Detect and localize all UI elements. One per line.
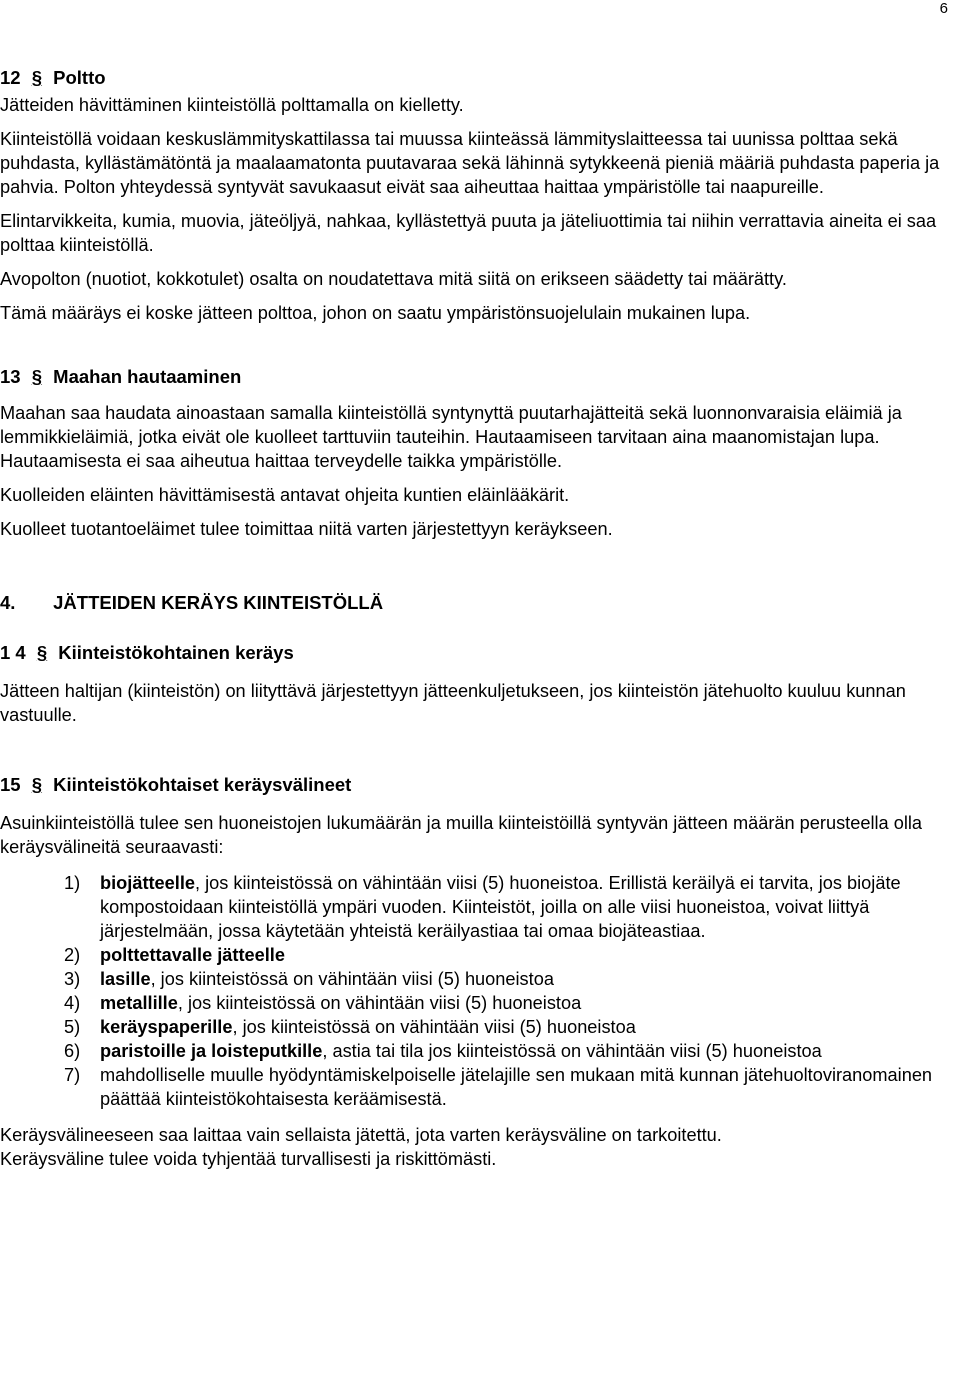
section-symbol: § [31, 774, 43, 795]
list-item [0, 1039, 945, 1063]
page-content [0, 66, 945, 1171]
paragraph: Jätteiden hävittäminen kiinteistöllä polttamalla on kielletty. [0, 95, 464, 115]
list-item-number: 3) [64, 969, 81, 989]
paragraph: Avopolton (nuotiot, kokkotulet) osalta on noudatettava mitä siitä on erikseen säädetty tai määrätty. [0, 269, 787, 289]
section-number: 1 4 [0, 642, 26, 663]
list-item-number: 5) [64, 1017, 81, 1037]
section-heading [0, 773, 945, 797]
section-12 [0, 66, 945, 325]
section-title: Kiinteistökohtaiset keräysvälineet [53, 774, 352, 795]
list-item [0, 943, 945, 967]
list-item-text: mahdolliselle muulle hyödyntämiskelpoiselle jätelajille sen mukaan mitä kunnan jätehuoltoviranomainen päättää kiinteistökohtaisesta keräämisestä. [100, 1065, 933, 1109]
collection-list [0, 871, 945, 1111]
list-item-number: 1) [64, 873, 81, 893]
list-item-text: , astia tai tila jos kiinteistössä on vähintään viisi (5) huoneistoa [322, 1041, 822, 1061]
chapter-title: JÄTTEIDEN KERÄYS KIINTEISTÖLLÄ [53, 592, 384, 613]
section-symbol: § [31, 67, 43, 88]
list-item-text: , jos kiinteistössä on vähintään viisi (5) huoneistoa [177, 993, 582, 1013]
section-number: 13 [0, 366, 21, 387]
section-14 [0, 641, 945, 727]
paragraph: Kiinteistöllä voidaan keskuslämmityskattilassa tai muussa kiinteässä lämmityslaitteessa tai uunissa polttaa sekä puhdasta, kyllästämätöntä ja maalaamatonta puutavaraa sekä lähinnä sytykkeenä pieniä määriä puhdasta paperia ja pahvia. Polton yhteydessä syntyvät savukaasut eivät saa aiheuttaa haittaa ympäristölle tai naapureille. [0, 129, 940, 197]
list-item-bold: biojätteelle [100, 873, 196, 893]
paragraph: Kuolleiden eläinten hävittämisestä antavat ohjeita kuntien eläinlääkärit. [0, 485, 570, 505]
list-item [0, 967, 945, 991]
list-item-bold: keräyspaperille [100, 1017, 233, 1037]
list-item [0, 991, 945, 1015]
section-number: 15 [0, 774, 21, 795]
paragraph: Tämä määräys ei koske jätteen polttoa, johon on saatu ympäristönsuojelulain mukainen lupa. [0, 303, 751, 323]
list-item-bold: polttettavalle jätteelle [100, 945, 285, 965]
section-symbol: § [31, 366, 43, 387]
list-item-bold: paristoille ja loisteputkille [100, 1041, 323, 1061]
list-item-number: 7) [64, 1065, 81, 1085]
paragraph: Jätteen haltijan (kiinteistön) on liityttävä järjestettyyn jätteenkuljetukseen, jos kiinteistön jätehuolto kuuluu kunnan vastuulle. [0, 681, 906, 725]
section-15 [0, 773, 945, 1171]
list-item [0, 1015, 945, 1039]
list-item [0, 1063, 945, 1111]
paragraph: Asuinkiinteistöllä tulee sen huoneistojen lukumäärän ja muilla kiinteistöillä syntyvän jätteen määrän perusteella olla keräysvälineitä seuraavasti: [0, 813, 923, 857]
paragraph: Elintarvikkeita, kumia, muovia, jäteöljyä, nahkaa, kyllästettyä puuta ja jäteliuottimia tai niihin verrattavia aineita ei saa polttaa kiinteistöllä. [0, 211, 937, 255]
list-item-number: 2) [64, 945, 81, 965]
list-item-text: , jos kiinteistössä on vähintään viisi (5) huoneistoa [232, 1017, 636, 1037]
list-item-text: , jos kiinteistössä on vähintään viisi (5) huoneistoa. Erillistä keräilyä ei tarvita, jos biojäte kompostoidaan kiinteistöllä ympäri vuoden. Kiinteistöt, joilla on alle viisi huoneistoa, voivat liittyä järjestelmään, jossa käytetään yhteistä keräilyastiaa tai omaa biojäteastiaa. [100, 873, 901, 941]
paragraph: Keräysvälineeseen saa laittaa vain sellaista jätettä, jota varten keräysväline on tarkoitettu. [0, 1125, 722, 1145]
paragraph: Kuolleet tuotantoeläimet tulee toimittaa niitä varten järjestettyyn keräykseen. [0, 519, 613, 539]
chapter-number: 4. [0, 592, 16, 613]
section-heading [0, 66, 945, 90]
chapter-heading [0, 591, 945, 615]
list-item [0, 871, 945, 943]
list-item-number: 6) [64, 1041, 81, 1061]
section-title: Kiinteistökohtainen keräys [58, 642, 294, 663]
page-number: 6 [939, 0, 948, 17]
list-item-bold: metallille [100, 993, 178, 1013]
section-title: Poltto [53, 67, 106, 88]
section-symbol: § [36, 642, 48, 663]
list-item-number: 4) [64, 993, 81, 1013]
list-item-bold: lasille [100, 969, 151, 989]
section-title: Maahan hautaaminen [53, 366, 242, 387]
paragraph: Maahan saa haudata ainoastaan samalla kiinteistöllä syntynyttä puutarhajätteitä sekä luonnonvaraisia eläimiä ja lemmikkieläimiä, jotka eivät ole kuolleet tarttuviin tauteihin. Hautaamiseen tarvitaan aina maanomistajan lupa. Hautaamisesta ei saa aiheutua haittaa terveydelle taikka ympäristölle. [0, 403, 902, 471]
list-item-text: , jos kiinteistössä on vähintään viisi (5) huoneistoa [150, 969, 554, 989]
section-number: 12 [0, 67, 21, 88]
section-13 [0, 365, 945, 541]
section-heading [0, 641, 945, 665]
section-heading [0, 365, 945, 389]
paragraph: Keräysväline tulee voida tyhjentää turvallisesti ja riskittömästi. [0, 1149, 497, 1169]
